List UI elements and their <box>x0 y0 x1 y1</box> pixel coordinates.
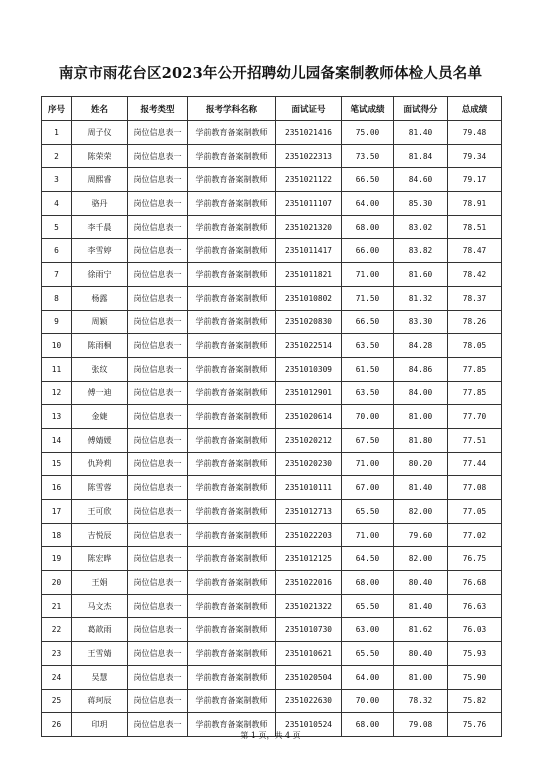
cell-type: 岗位信息表一 <box>128 500 188 524</box>
page-number: 第 1 页，共 4 页 <box>240 731 301 740</box>
cell-type: 岗位信息表一 <box>128 168 188 192</box>
cell-interview-score: 81.40 <box>394 594 448 618</box>
cell-subject: 学前教育备案制教师 <box>188 547 276 571</box>
cell-subject: 学前教育备案制教师 <box>188 192 276 216</box>
cell-name: 张纹 <box>72 357 128 381</box>
cell-index: 22 <box>42 618 72 642</box>
cell-name: 徐雨宁 <box>72 263 128 287</box>
cell-subject: 学前教育备案制教师 <box>188 665 276 689</box>
cell-written-score: 71.00 <box>342 263 394 287</box>
table-row <box>42 428 502 452</box>
col-header-name: 姓名 <box>72 97 128 121</box>
cell-total-score: 77.05 <box>448 500 502 524</box>
cell-type: 岗位信息表一 <box>128 121 188 145</box>
cell-subject: 学前教育备案制教师 <box>188 476 276 500</box>
cell-interview-id: 2351011107 <box>276 192 342 216</box>
cell-name: 王娟 <box>72 571 128 595</box>
cell-total-score: 77.51 <box>448 428 502 452</box>
cell-total-score: 77.85 <box>448 381 502 405</box>
table-row <box>42 381 502 405</box>
table-row <box>42 168 502 192</box>
cell-type: 岗位信息表一 <box>128 571 188 595</box>
cell-index: 10 <box>42 334 72 358</box>
cell-total-score: 76.68 <box>448 571 502 595</box>
cell-name: 王可欣 <box>72 500 128 524</box>
cell-index: 19 <box>42 547 72 571</box>
cell-type: 岗位信息表一 <box>128 428 188 452</box>
cell-subject: 学前教育备案制教师 <box>188 286 276 310</box>
table-row <box>42 310 502 334</box>
table-row <box>42 357 502 381</box>
cell-subject: 学前教育备案制教师 <box>188 571 276 595</box>
cell-interview-score: 79.60 <box>394 523 448 547</box>
cell-written-score: 75.00 <box>342 121 394 145</box>
cell-interview-score: 80.20 <box>394 452 448 476</box>
table-row <box>42 689 502 713</box>
cell-index: 16 <box>42 476 72 500</box>
table-row <box>42 334 502 358</box>
cell-subject: 学前教育备案制教师 <box>188 144 276 168</box>
cell-index: 14 <box>42 428 72 452</box>
cell-index: 21 <box>42 594 72 618</box>
cell-interview-id: 2351020830 <box>276 310 342 334</box>
cell-interview-score: 81.60 <box>394 263 448 287</box>
cell-total-score: 79.34 <box>448 144 502 168</box>
cell-written-score: 66.50 <box>342 168 394 192</box>
cell-index: 11 <box>42 357 72 381</box>
cell-total-score: 78.91 <box>448 192 502 216</box>
cell-name: 吴慧 <box>72 665 128 689</box>
cell-interview-id: 2351021122 <box>276 168 342 192</box>
cell-type: 岗位信息表一 <box>128 665 188 689</box>
cell-interview-score: 84.86 <box>394 357 448 381</box>
cell-interview-id: 2351021322 <box>276 594 342 618</box>
cell-interview-id: 2351020614 <box>276 405 342 429</box>
cell-name: 李千晨 <box>72 215 128 239</box>
cell-interview-id: 2351022313 <box>276 144 342 168</box>
cell-name: 傅一迪 <box>72 381 128 405</box>
cell-index: 24 <box>42 665 72 689</box>
cell-total-score: 77.08 <box>448 476 502 500</box>
cell-subject: 学前教育备案制教师 <box>188 523 276 547</box>
cell-interview-id: 2351022630 <box>276 689 342 713</box>
cell-interview-score: 84.00 <box>394 381 448 405</box>
cell-index: 7 <box>42 263 72 287</box>
cell-written-score: 67.50 <box>342 428 394 452</box>
cell-written-score: 73.50 <box>342 144 394 168</box>
cell-type: 岗位信息表一 <box>128 357 188 381</box>
cell-interview-id: 2351012713 <box>276 500 342 524</box>
cell-index: 9 <box>42 310 72 334</box>
cell-total-score: 79.17 <box>448 168 502 192</box>
cell-index: 18 <box>42 523 72 547</box>
cell-subject: 学前教育备案制教师 <box>188 713 276 737</box>
cell-interview-score: 78.32 <box>394 689 448 713</box>
cell-written-score: 65.50 <box>342 500 394 524</box>
cell-name: 仇羚莉 <box>72 452 128 476</box>
cell-interview-score: 81.32 <box>394 286 448 310</box>
cell-written-score: 66.50 <box>342 310 394 334</box>
cell-interview-id: 2351010621 <box>276 642 342 666</box>
col-header-subject: 报考学科名称 <box>188 97 276 121</box>
cell-type: 岗位信息表一 <box>128 547 188 571</box>
cell-name: 印玥 <box>72 713 128 737</box>
table-header-row <box>42 97 502 121</box>
cell-name: 陈荣荣 <box>72 144 128 168</box>
cell-written-score: 61.50 <box>342 357 394 381</box>
table-row <box>42 144 502 168</box>
col-header-interview-score: 面试得分 <box>394 97 448 121</box>
table-row <box>42 523 502 547</box>
cell-interview-id: 2351010730 <box>276 618 342 642</box>
cell-index: 17 <box>42 500 72 524</box>
cell-type: 岗位信息表一 <box>128 452 188 476</box>
cell-total-score: 75.76 <box>448 713 502 737</box>
col-header-total-score: 总成绩 <box>448 97 502 121</box>
cell-subject: 学前教育备案制教师 <box>188 642 276 666</box>
cell-name: 骆丹 <box>72 192 128 216</box>
cell-interview-score: 83.02 <box>394 215 448 239</box>
cell-name: 陈宏晔 <box>72 547 128 571</box>
cell-type: 岗位信息表一 <box>128 594 188 618</box>
col-header-interview-id: 面试证号 <box>276 97 342 121</box>
table-row <box>42 215 502 239</box>
cell-total-score: 77.85 <box>448 357 502 381</box>
cell-subject: 学前教育备案制教师 <box>188 310 276 334</box>
cell-name: 周颖 <box>72 310 128 334</box>
cell-interview-id: 2351011821 <box>276 263 342 287</box>
cell-total-score: 76.03 <box>448 618 502 642</box>
cell-type: 岗位信息表一 <box>128 286 188 310</box>
cell-index: 12 <box>42 381 72 405</box>
cell-total-score: 78.42 <box>448 263 502 287</box>
table-row <box>42 547 502 571</box>
cell-written-score: 70.00 <box>342 405 394 429</box>
cell-total-score: 75.82 <box>448 689 502 713</box>
candidate-table <box>41 96 502 737</box>
cell-subject: 学前教育备案制教师 <box>188 357 276 381</box>
table-row <box>42 452 502 476</box>
cell-written-score: 71.50 <box>342 286 394 310</box>
cell-index: 4 <box>42 192 72 216</box>
cell-subject: 学前教育备案制教师 <box>188 168 276 192</box>
cell-interview-id: 2351022514 <box>276 334 342 358</box>
cell-index: 15 <box>42 452 72 476</box>
cell-name: 金婕 <box>72 405 128 429</box>
col-header-index: 序号 <box>42 97 72 121</box>
col-header-type: 报考类型 <box>128 97 188 121</box>
cell-type: 岗位信息表一 <box>128 310 188 334</box>
cell-interview-score: 82.00 <box>394 500 448 524</box>
cell-interview-score: 81.40 <box>394 476 448 500</box>
cell-subject: 学前教育备案制教师 <box>188 618 276 642</box>
cell-index: 8 <box>42 286 72 310</box>
cell-total-score: 78.51 <box>448 215 502 239</box>
cell-interview-score: 81.80 <box>394 428 448 452</box>
page-title: 南京市雨花台区2023年公开招聘幼儿园备案制教师体检人员名单 <box>58 65 483 82</box>
cell-total-score: 78.47 <box>448 239 502 263</box>
cell-written-score: 71.00 <box>342 523 394 547</box>
cell-interview-id: 2351021320 <box>276 215 342 239</box>
cell-subject: 学前教育备案制教师 <box>188 215 276 239</box>
cell-type: 岗位信息表一 <box>128 239 188 263</box>
cell-subject: 学前教育备案制教师 <box>188 121 276 145</box>
cell-interview-id: 2351011417 <box>276 239 342 263</box>
cell-interview-id: 2351020504 <box>276 665 342 689</box>
cell-name: 李雪婷 <box>72 239 128 263</box>
cell-written-score: 67.00 <box>342 476 394 500</box>
cell-subject: 学前教育备案制教师 <box>188 689 276 713</box>
cell-subject: 学前教育备案制教师 <box>188 334 276 358</box>
cell-index: 13 <box>42 405 72 429</box>
cell-name: 杨露 <box>72 286 128 310</box>
cell-name: 蒋珂辰 <box>72 689 128 713</box>
cell-interview-id: 2351010802 <box>276 286 342 310</box>
cell-total-score: 79.48 <box>448 121 502 145</box>
cell-name: 葛歆雨 <box>72 618 128 642</box>
table-row <box>42 571 502 595</box>
cell-total-score: 75.90 <box>448 665 502 689</box>
cell-written-score: 63.50 <box>342 334 394 358</box>
table-row <box>42 642 502 666</box>
cell-name: 吉悦辰 <box>72 523 128 547</box>
cell-interview-score: 84.60 <box>394 168 448 192</box>
cell-written-score: 68.00 <box>342 571 394 595</box>
cell-interview-id: 2351020212 <box>276 428 342 452</box>
table-row <box>42 263 502 287</box>
cell-type: 岗位信息表一 <box>128 192 188 216</box>
table-row <box>42 476 502 500</box>
cell-interview-id: 2351020230 <box>276 452 342 476</box>
cell-total-score: 76.75 <box>448 547 502 571</box>
cell-type: 岗位信息表一 <box>128 263 188 287</box>
table-row <box>42 405 502 429</box>
cell-written-score: 70.00 <box>342 689 394 713</box>
cell-type: 岗位信息表一 <box>128 476 188 500</box>
cell-type: 岗位信息表一 <box>128 405 188 429</box>
cell-name: 王雪婧 <box>72 642 128 666</box>
cell-index: 25 <box>42 689 72 713</box>
cell-written-score: 66.00 <box>342 239 394 263</box>
cell-index: 26 <box>42 713 72 737</box>
cell-written-score: 71.00 <box>342 452 394 476</box>
cell-interview-id: 2351010111 <box>276 476 342 500</box>
cell-type: 岗位信息表一 <box>128 713 188 737</box>
cell-written-score: 64.50 <box>342 547 394 571</box>
cell-index: 6 <box>42 239 72 263</box>
cell-index: 2 <box>42 144 72 168</box>
cell-type: 岗位信息表一 <box>128 381 188 405</box>
cell-index: 3 <box>42 168 72 192</box>
table-row <box>42 121 502 145</box>
table-row <box>42 594 502 618</box>
cell-written-score: 65.50 <box>342 594 394 618</box>
cell-type: 岗位信息表一 <box>128 144 188 168</box>
cell-interview-score: 81.84 <box>394 144 448 168</box>
cell-interview-score: 83.82 <box>394 239 448 263</box>
cell-subject: 学前教育备案制教师 <box>188 594 276 618</box>
cell-interview-score: 79.08 <box>394 713 448 737</box>
cell-index: 5 <box>42 215 72 239</box>
cell-interview-score: 85.30 <box>394 192 448 216</box>
cell-written-score: 63.00 <box>342 618 394 642</box>
cell-interview-id: 2351010524 <box>276 713 342 737</box>
cell-total-score: 78.37 <box>448 286 502 310</box>
cell-name: 陈雨桐 <box>72 334 128 358</box>
col-header-written-score: 笔试成绩 <box>342 97 394 121</box>
cell-name: 马文杰 <box>72 594 128 618</box>
cell-interview-id: 2351022016 <box>276 571 342 595</box>
table-row <box>42 239 502 263</box>
cell-type: 岗位信息表一 <box>128 334 188 358</box>
cell-interview-id: 2351010309 <box>276 357 342 381</box>
cell-total-score: 77.44 <box>448 452 502 476</box>
cell-written-score: 64.00 <box>342 665 394 689</box>
cell-written-score: 64.00 <box>342 192 394 216</box>
cell-type: 岗位信息表一 <box>128 523 188 547</box>
cell-subject: 学前教育备案制教师 <box>188 239 276 263</box>
cell-index: 23 <box>42 642 72 666</box>
cell-interview-id: 2351022203 <box>276 523 342 547</box>
cell-total-score: 76.63 <box>448 594 502 618</box>
cell-type: 岗位信息表一 <box>128 618 188 642</box>
cell-written-score: 68.00 <box>342 215 394 239</box>
cell-index: 1 <box>42 121 72 145</box>
cell-written-score: 68.00 <box>342 713 394 737</box>
cell-total-score: 77.70 <box>448 405 502 429</box>
table-row <box>42 618 502 642</box>
cell-interview-id: 2351012901 <box>276 381 342 405</box>
cell-interview-score: 82.00 <box>394 547 448 571</box>
cell-name: 周子仪 <box>72 121 128 145</box>
cell-name: 陈雪蓉 <box>72 476 128 500</box>
cell-written-score: 63.50 <box>342 381 394 405</box>
cell-interview-score: 83.30 <box>394 310 448 334</box>
cell-name: 傅婧媛 <box>72 428 128 452</box>
cell-interview-score: 81.00 <box>394 405 448 429</box>
cell-total-score: 78.05 <box>448 334 502 358</box>
cell-subject: 学前教育备案制教师 <box>188 428 276 452</box>
cell-index: 20 <box>42 571 72 595</box>
cell-written-score: 65.50 <box>342 642 394 666</box>
cell-total-score: 78.26 <box>448 310 502 334</box>
cell-type: 岗位信息表一 <box>128 689 188 713</box>
cell-interview-id: 2351012125 <box>276 547 342 571</box>
cell-interview-score: 80.40 <box>394 571 448 595</box>
cell-type: 岗位信息表一 <box>128 215 188 239</box>
cell-subject: 学前教育备案制教师 <box>188 381 276 405</box>
cell-subject: 学前教育备案制教师 <box>188 500 276 524</box>
cell-total-score: 75.93 <box>448 642 502 666</box>
cell-subject: 学前教育备案制教师 <box>188 452 276 476</box>
cell-total-score: 77.02 <box>448 523 502 547</box>
cell-type: 岗位信息表一 <box>128 642 188 666</box>
table-row <box>42 665 502 689</box>
table-row <box>42 286 502 310</box>
cell-subject: 学前教育备案制教师 <box>188 405 276 429</box>
table-row <box>42 192 502 216</box>
cell-name: 周熙睿 <box>72 168 128 192</box>
cell-interview-score: 81.00 <box>394 665 448 689</box>
table-row <box>42 500 502 524</box>
cell-interview-score: 81.62 <box>394 618 448 642</box>
cell-interview-score: 81.40 <box>394 121 448 145</box>
cell-interview-id: 2351021416 <box>276 121 342 145</box>
cell-subject: 学前教育备案制教师 <box>188 263 276 287</box>
cell-interview-score: 84.28 <box>394 334 448 358</box>
cell-interview-score: 80.40 <box>394 642 448 666</box>
